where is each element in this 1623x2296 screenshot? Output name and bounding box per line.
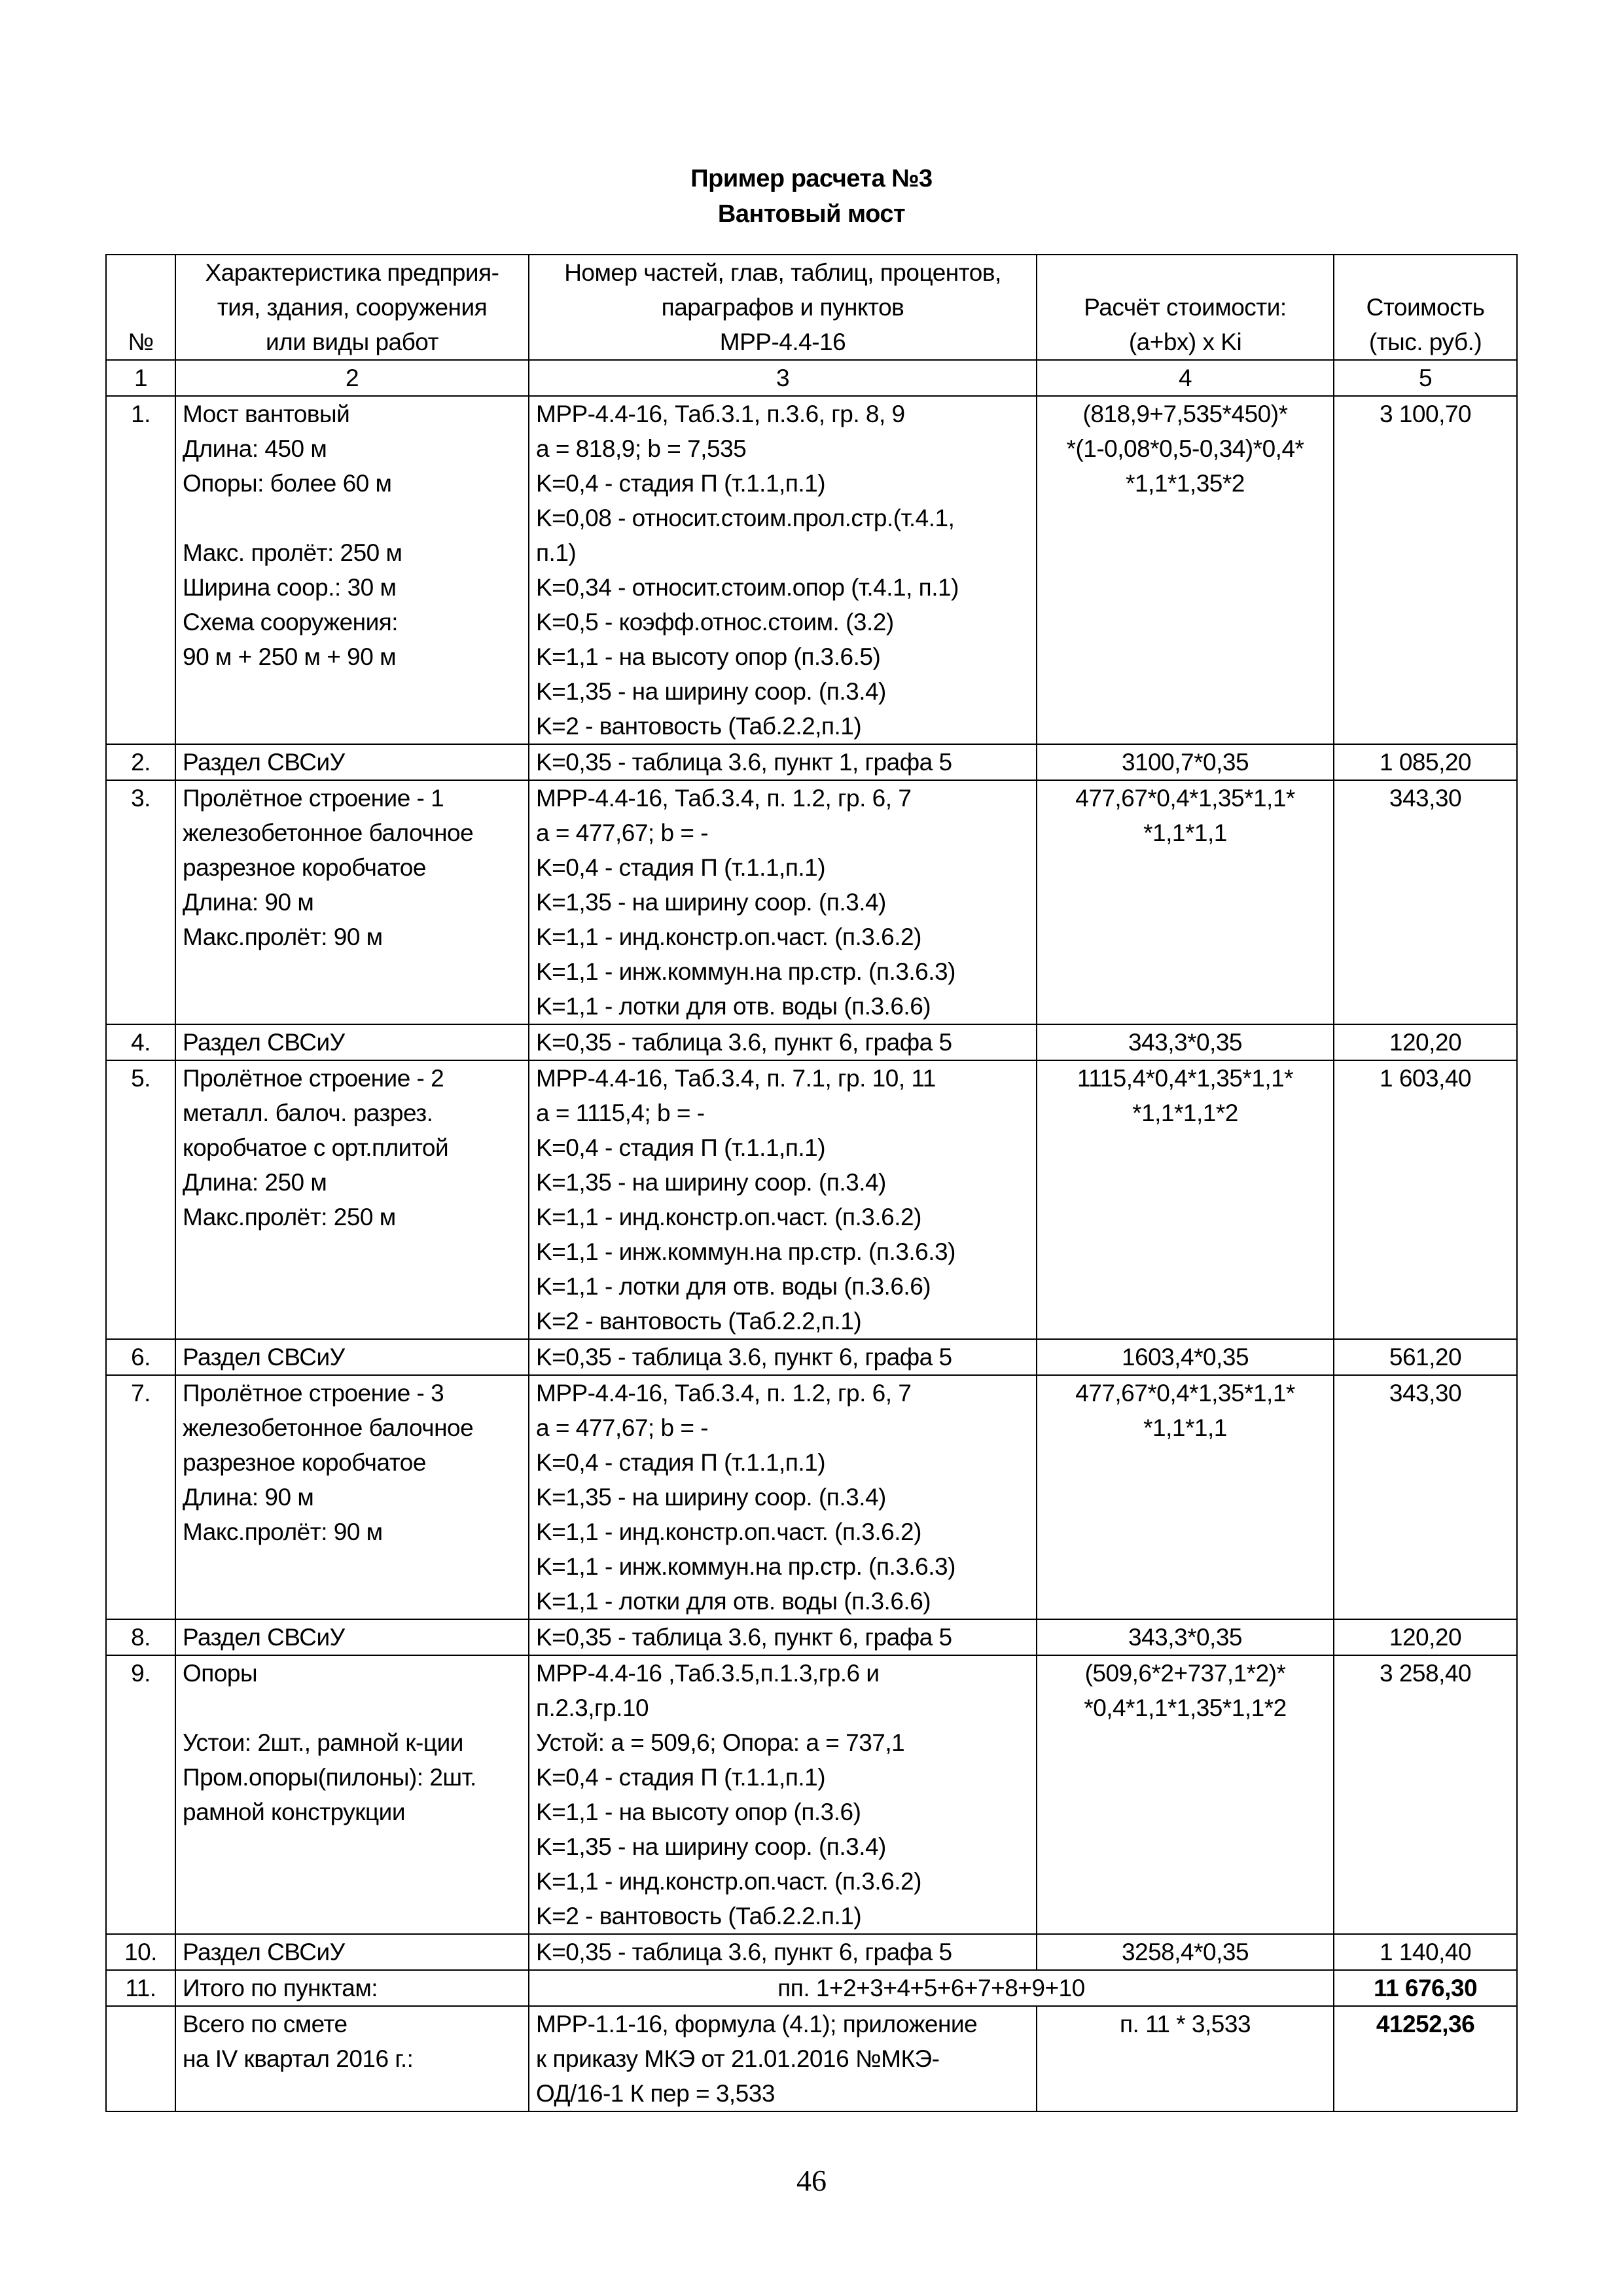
total-formula: пп. 1+2+3+4+5+6+7+8+9+10 (529, 1970, 1334, 2006)
grand-total-calculation: п. 11 * 3,533 (1037, 2006, 1334, 2111)
row-calculation: (509,6*2+737,1*2)* *0,4*1,1*1,35*1,1*2 (1037, 1655, 1334, 1934)
row-cost: 3 100,70 (1334, 396, 1517, 744)
row-number: 2. (106, 744, 175, 780)
row-calculation: 1115,4*0,4*1,35*1,1* *1,1*1,1*2 (1037, 1060, 1334, 1339)
row-description: Опоры Устои: 2шт., рамной к-ции Пром.опоры(пилоны): 2шт. рамной конструкции (175, 1655, 529, 1934)
table-row (106, 780, 1517, 1024)
table-header-row (106, 255, 1517, 360)
row-reference: K=0,35 - таблица 3.6, пункт 6, графа 5 (529, 1934, 1037, 1970)
grand-total-reference: МРР-1.1-16, формула (4.1); приложение к приказу МКЭ от 21.01.2016 №МКЭ- ОД/16-1 К пер = 3,533 (529, 2006, 1037, 2111)
row-number (106, 2006, 175, 2111)
row-reference: МРР-4.4-16, Таб.3.4, п. 7.1, гр. 10, 11 a = 1115,4; b = - K=0,4 - стадия П (т.1.1,п.1) K=1,35 - на ширину соор. (п.3.4) K=1,1 - инд.констр.оп.част. (п.3.6.2) K=1,1 - инж.коммун.на пр.стр. (п.3.6.3) K=1,1 - лотки для отв. воды (п.3.6.6) K=2 - вантовость (Таб.2.2,п.1) (529, 1060, 1037, 1339)
table-row (106, 1619, 1517, 1655)
header-calculation: Расчёт стоимости: (a+bx) x Ki (1037, 255, 1334, 360)
page-number: 46 (796, 2164, 827, 2197)
row-calculation: 477,67*0,4*1,35*1,1* *1,1*1,1 (1037, 780, 1334, 1024)
row-number: 6. (106, 1339, 175, 1375)
row-reference: МРР-4.4-16, Таб.3.1, п.3.6, гр. 8, 9 a = 818,9; b = 7,535 K=0,4 - стадия П (т.1.1,п.1) K=0,08 - относит.стоим.прол.стр.(т.4.1, п.1) K=0,34 - относит.стоим.опор (т.4.1, п.1) K=0,5 - коэфф.относ.стоим. (3.2) K=1,1 - на высоту опор (п.3.6.5) K=1,35 - на ширину соор. (п.3.4) K=2 - вантовость (Таб.2.2,п.1) (529, 396, 1037, 744)
header-reference: Номер частей, глав, таблиц, процентов, параграфов и пунктов МРР-4.4-16 (529, 255, 1037, 360)
table-row (106, 396, 1517, 744)
column-number: 5 (1334, 360, 1517, 396)
grand-total-cost: 41252,36 (1334, 2006, 1517, 2111)
row-number: 11. (106, 1970, 175, 2006)
row-calculation: 343,3*0,35 (1037, 1619, 1334, 1655)
row-description: Раздел СВСиУ (175, 744, 529, 780)
row-calculation: 3258,4*0,35 (1037, 1934, 1334, 1970)
row-reference: K=0,35 - таблица 3.6, пункт 6, графа 5 (529, 1619, 1037, 1655)
row-description: Мост вантовый Длина: 450 м Опоры: более 60 м Макс. пролёт: 250 м Ширина соор.: 30 м Схема сооружения: 90 м + 250 м + 90 м (175, 396, 529, 744)
row-cost: 120,20 (1334, 1024, 1517, 1060)
calculation-table (105, 254, 1518, 2112)
row-calculation: 3100,7*0,35 (1037, 744, 1334, 780)
total-cost: 11 676,30 (1334, 1970, 1517, 2006)
table-row (106, 1024, 1517, 1060)
row-reference: МРР-4.4-16 ,Таб.3.5,п.1.3,гр.6 и п.2.3,гр.10 Устой: а = 509,6; Опора: а = 737,1 K=0,4 - стадия П (т.1.1,п.1) K=1,1 - на высоту опор (п.3.6) K=1,35 - на ширину соор. (п.3.4) K=1,1 - инд.констр.оп.част. (п.3.6.2) K=2 - вантовость (Таб.2.2.п.1) (529, 1655, 1037, 1934)
row-calculation: 477,67*0,4*1,35*1,1* *1,1*1,1 (1037, 1375, 1334, 1619)
column-number: 2 (175, 360, 529, 396)
row-reference: K=0,35 - таблица 3.6, пункт 6, графа 5 (529, 1339, 1037, 1375)
row-description: Пролётное строение - 3 железобетонное балочное разрезное коробчатое Длина: 90 м Макс.пролёт: 90 м (175, 1375, 529, 1619)
row-description: Раздел СВСиУ (175, 1934, 529, 1970)
row-cost: 1 603,40 (1334, 1060, 1517, 1339)
document-subtitle: Вантовый мост (717, 200, 906, 228)
header-number: № (106, 255, 175, 360)
table-row (106, 1375, 1517, 1619)
total-label: Итого по пунктам: (175, 1970, 529, 2006)
table-row (106, 1060, 1517, 1339)
header-characteristic: Характеристика предприя- тия, здания, сооружения или виды работ (175, 255, 529, 360)
row-cost: 343,30 (1334, 780, 1517, 1024)
row-cost: 3 258,40 (1334, 1655, 1517, 1934)
row-cost: 120,20 (1334, 1619, 1517, 1655)
row-description: Пролётное строение - 2 металл. балоч. разрез. коробчатое с орт.плитой Длина: 250 м Макс.пролёт: 250 м (175, 1060, 529, 1339)
row-reference: МРР-4.4-16, Таб.3.4, п. 1.2, гр. 6, 7 a = 477,67; b = - K=0,4 - стадия П (т.1.1,п.1) K=1,35 - на ширину соор. (п.3.4) K=1,1 - инд.констр.оп.част. (п.3.6.2) K=1,1 - инж.коммун.на пр.стр. (п.3.6.3) K=1,1 - лотки для отв. воды (п.3.6.6) (529, 1375, 1037, 1619)
header-cost: Стоимость (тыс. руб.) (1334, 255, 1517, 360)
row-number: 9. (106, 1655, 175, 1934)
table-row (106, 744, 1517, 780)
row-description: Раздел СВСиУ (175, 1024, 529, 1060)
row-cost: 1 085,20 (1334, 744, 1517, 780)
row-number: 5. (106, 1060, 175, 1339)
row-reference: K=0,35 - таблица 3.6, пункт 1, графа 5 (529, 744, 1037, 780)
column-number: 3 (529, 360, 1037, 396)
row-cost: 343,30 (1334, 1375, 1517, 1619)
row-description: Раздел СВСиУ (175, 1619, 529, 1655)
row-number: 8. (106, 1619, 175, 1655)
row-reference: МРР-4.4-16, Таб.3.4, п. 1.2, гр. 6, 7 a = 477,67; b = - K=0,4 - стадия П (т.1.1,п.1) K=1,35 - на ширину соор. (п.3.4) K=1,1 - инд.констр.оп.част. (п.3.6.2) K=1,1 - инж.коммун.на пр.стр. (п.3.6.3) K=1,1 - лотки для отв. воды (п.3.6.6) (529, 780, 1037, 1024)
row-cost: 1 140,40 (1334, 1934, 1517, 1970)
row-cost: 561,20 (1334, 1339, 1517, 1375)
row-calculation: 1603,4*0,35 (1037, 1339, 1334, 1375)
row-description: Раздел СВСиУ (175, 1339, 529, 1375)
document-title: Пример расчета №3 (690, 165, 933, 192)
row-calculation: (818,9+7,535*450)* *(1-0,08*0,5-0,34)*0,4* *1,1*1,35*2 (1037, 396, 1334, 744)
grand-total-row (106, 2006, 1517, 2111)
table-row (106, 1655, 1517, 1934)
row-number: 10. (106, 1934, 175, 1970)
row-number: 4. (106, 1024, 175, 1060)
row-number: 3. (106, 780, 175, 1024)
total-row (106, 1970, 1517, 2006)
row-calculation: 343,3*0,35 (1037, 1024, 1334, 1060)
row-reference: K=0,35 - таблица 3.6, пункт 6, графа 5 (529, 1024, 1037, 1060)
table-row (106, 1339, 1517, 1375)
table-row (106, 1934, 1517, 1970)
row-number: 7. (106, 1375, 175, 1619)
column-number: 4 (1037, 360, 1334, 396)
column-number-row (106, 360, 1517, 396)
row-description: Пролётное строение - 1 железобетонное балочное разрезное коробчатое Длина: 90 м Макс.пролёт: 90 м (175, 780, 529, 1024)
column-number: 1 (106, 360, 175, 396)
grand-total-label: Всего по смете на IV квартал 2016 г.: (175, 2006, 529, 2111)
row-number: 1. (106, 396, 175, 744)
